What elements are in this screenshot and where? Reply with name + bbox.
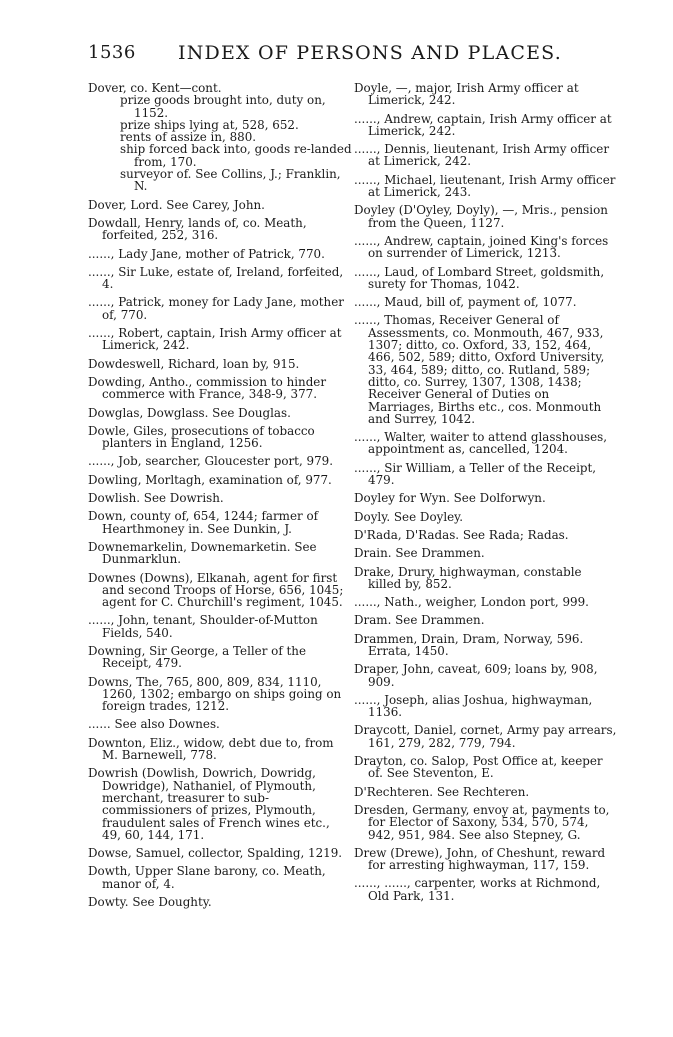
index-entry: ......, Thomas, Receiver General of Assessments, co. Monmouth, 467, 933, 1307; ditto, co. Oxford, 33, 152, 464, 466, 502, 589; ditto, Oxford University, 33, 464, 589; ditto, co. Rutland, 589; ditto, co. Surrey, 1307, 1308, 1438; Receiver General of Duties on Marriages, Births etc., cos. Monmouth and Surrey, 1042.: [354, 313, 605, 426]
index-entry: ......, Walter, waiter to attend glasshouses, appointment as, cancelled, 1204.: [354, 430, 608, 457]
index-subentry: ship forced back into, goods re-landed from, 170.: [120, 142, 352, 169]
index-entry: Drayton, co. Salop, Post Office at, keeper of. See Steventon, E.: [354, 754, 603, 781]
index-entry: Dowle, Giles, prosecutions of tobacco planters in England, 1256.: [88, 423, 315, 451]
index-entry: Drake, Drury, highwayman, constable killed by, 852.: [354, 564, 582, 591]
index-entry: D'Rada, D'Radas. See Rada; Radas.: [354, 527, 569, 542]
index-entry: ...... See also Downes.: [88, 717, 220, 732]
index-entry: Dowdeswell, Richard, loan by, 915.: [88, 356, 300, 371]
index-entry: ......, Job, searcher, Gloucester port, 979.: [88, 454, 333, 469]
index-entry: Draper, John, caveat, 609; loans by, 908, 909.: [354, 662, 598, 689]
index-entry: Doyley for Wyn. See Dolforwyn.: [354, 491, 546, 506]
index-entry: Downton, Eliz., widow, debt due to, from M. Barnewell, 778.: [88, 735, 334, 763]
page-header: [88, 42, 608, 70]
index-entry: Downing, Sir George, a Teller of the Receipt, 479.: [88, 643, 306, 671]
index-entry: Dowling, Morltagh, examination of, 977.: [88, 472, 332, 487]
index-entry: Dowrish (Dowlish, Dowrich, Dowridg, Dowridge), Nathaniel, of Plymouth, merchant, treasurer to sub-commissioners of prizes, Plymouth, fraudulent sales of French wines etc., 49, 60, 144, 171.: [88, 766, 330, 842]
index-entry: ......, ......, carpenter, works at Richmond, Old Park, 131.: [354, 876, 601, 903]
index-entry: ......, Sir William, a Teller of the Receipt, 479.: [354, 460, 597, 488]
index-subentry: prize goods brought into, duty on, 1152.: [120, 93, 326, 120]
index-entry: Doyle, —, major, Irish Army officer at Limerick, 242.: [354, 81, 579, 108]
right-column: [354, 82, 618, 908]
page-number: 1536: [88, 42, 136, 63]
index-entry: ......, Patrick, money for Lady Jane, mother of, 770.: [88, 295, 344, 322]
index-entry: ......, Andrew, captain, Irish Army officer at Limerick, 242.: [354, 111, 612, 138]
index-entry: ......, Joseph, alias Joshua, highwayman, 1136.: [354, 692, 593, 720]
page-title: INDEX OF PERSONS AND PLACES.: [178, 42, 562, 64]
index-subentry: prize ships lying at, 528, 652.: [120, 117, 299, 132]
index-entry: Drammen, Drain, Dram, Norway, 596. Errata, 1450.: [354, 631, 584, 658]
left-column: [88, 82, 352, 914]
index-entry: ......, Nath., weigher, London port, 999.: [354, 595, 589, 610]
index-entry: ......, Dennis, lieutenant, Irish Army officer at Limerick, 242.: [354, 142, 610, 169]
index-entry: ......, Robert, captain, Irish Army officer at Limerick, 242.: [88, 326, 342, 353]
index-entry: Dowty. See Doughty.: [88, 895, 212, 910]
index-entry: Dowding, Antho., commission to hinder commerce with France, 348-9, 377.: [88, 374, 327, 402]
index-entry: Draycott, Daniel, cornet, Army pay arrears, 161, 279, 282, 779, 794.: [354, 723, 617, 750]
index-entry: ......, Lady Jane, mother of Patrick, 770.: [88, 246, 325, 261]
index-entry: Drew (Drewe), John, of Cheshunt, reward for arresting highwayman, 117, 159.: [354, 845, 606, 873]
index-entry: Downes (Downs), Elkanah, agent for first and second Troops of Horse, 656, 1045; agent for C. Churchill's regiment, 1045.: [88, 570, 344, 610]
index-entry-group: [88, 82, 352, 193]
index-entry: ......, Maud, bill of, payment of, 1077.: [354, 295, 577, 310]
index-subentry: surveyor of. See Collins, J.; Franklin, N.: [120, 167, 341, 194]
index-entry: Doyly. See Doyley.: [354, 509, 464, 524]
index-entry: Doyley (D'Oyley, Doyly), —, Mris., pension from the Queen, 1127.: [354, 203, 608, 230]
index-entry: Dowth, Upper Slane barony, co. Meath, manor of, 4.: [88, 864, 326, 891]
index-entry: Dram. See Drammen.: [354, 613, 485, 628]
index-entry: Dresden, Germany, envoy at, payments to, for Elector of Saxony, 534, 570, 574, 942, 951, 984. See also Stepney, G.: [354, 802, 610, 842]
index-entry: Downemarkelin, Downemarketin. See Dunmarklun.: [88, 539, 317, 567]
index-entry: Dover, Lord. See Carey, John.: [88, 197, 265, 212]
index-entry: Dowdall, Henry, lands of, co. Meath, forfeited, 252, 316.: [88, 215, 307, 243]
index-entry: Down, county of, 654, 1244; farmer of Hearthmoney in. See Dunkin, J.: [88, 509, 319, 536]
index-entry: D'Rechteren. See Rechteren.: [354, 784, 530, 799]
index-entry: ......, John, tenant, Shoulder-of-Mutton Fields, 540.: [88, 613, 318, 640]
index-entry: ......, Michael, lieutenant, Irish Army officer at Limerick, 243.: [354, 172, 616, 200]
index-entry: Dowse, Samuel, collector, Spalding, 1219.: [88, 846, 343, 861]
index-subentry: rents of assize in, 880.: [120, 130, 257, 145]
index-entry: Dowglas, Dowglass. See Douglas.: [88, 405, 291, 420]
index-entry: ......, Sir Luke, estate of, Ireland, forfeited, 4.: [88, 264, 344, 292]
index-entry: Drain. See Drammen.: [354, 546, 485, 561]
index-entry: Dowlish. See Dowrish.: [88, 491, 224, 506]
index-entry: Downs, The, 765, 800, 809, 834, 1110, 1260, 1302; embargo on ships going on foreign trades, 1212.: [88, 674, 342, 714]
index-entry-head: Dover, co. Kent—cont.: [88, 81, 222, 95]
index-entry: ......, Andrew, captain, joined King's forces on surrender of Limerick, 1213.: [354, 233, 609, 261]
index-entry: ......, Laud, of Lombard Street, goldsmith, surety for Thomas, 1042.: [354, 264, 605, 291]
